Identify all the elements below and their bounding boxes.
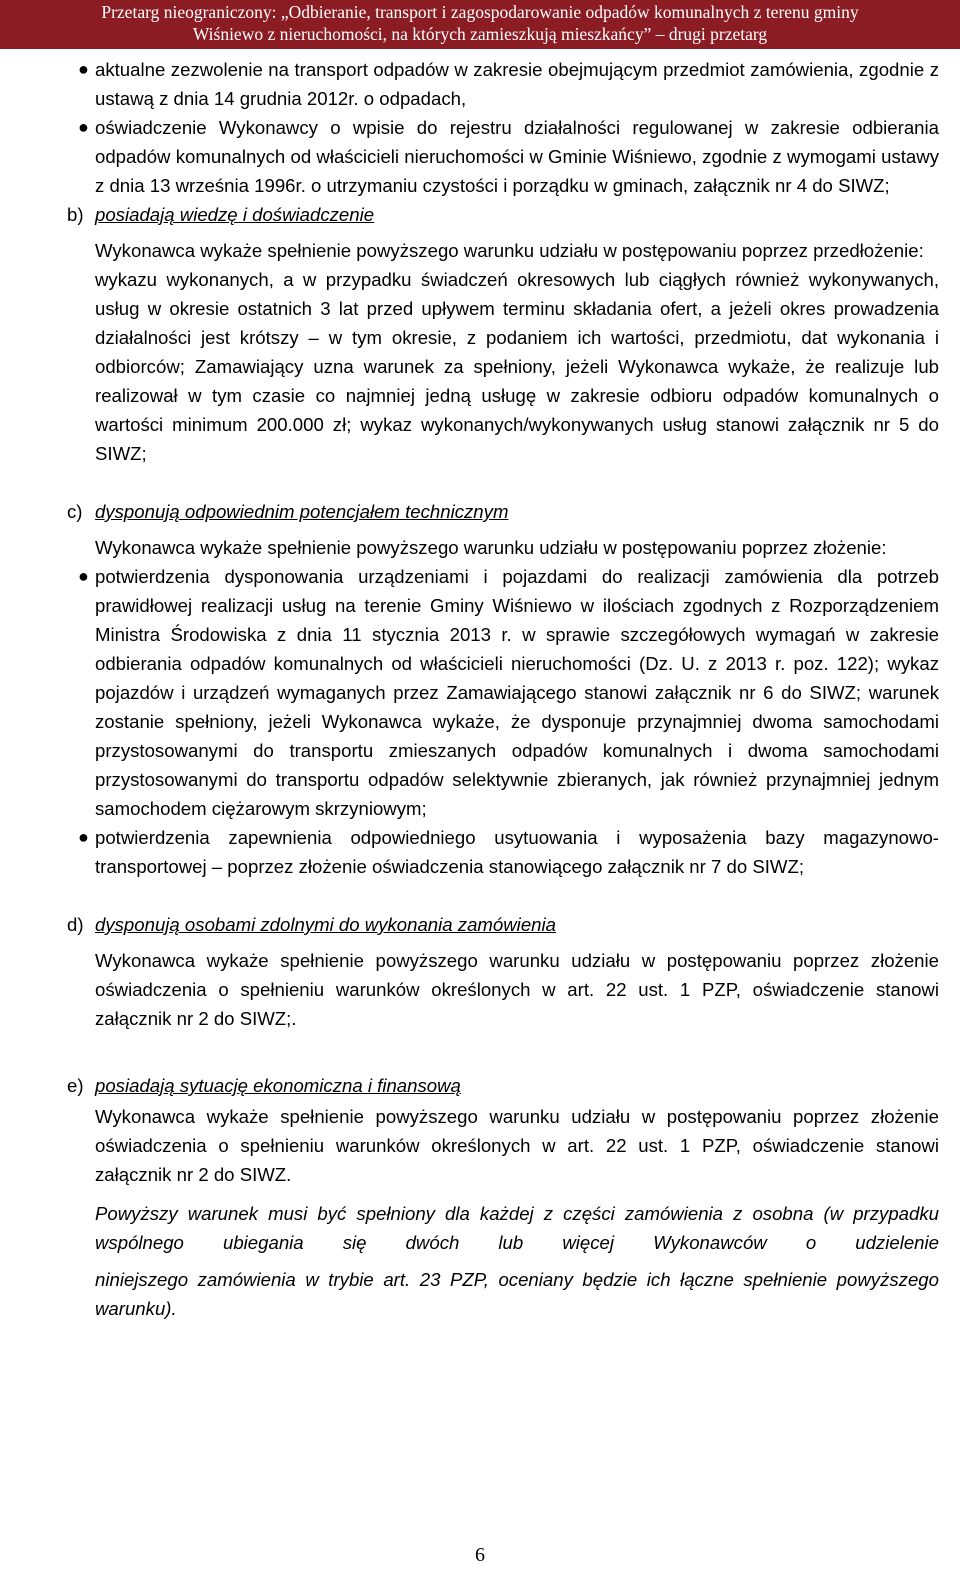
section-intro: Wykonawca wykaże spełnienie powyższego warunku udziału w postępowaniu poprzez przedłożenie: [95, 240, 924, 261]
list-item: ● aktualne zezwolenie na transport odpadów w zakresie obejmującym przedmiot zamówienia, zgodnie z ustawą z dnia 14 grudnia 2012r. o odpadach, [67, 55, 939, 113]
list-item: ● oświadczenie Wykonawcy o wpisie do rejestru działalności regulowanej w zakresie odbierania odpadów komunalnych od właścicieli nieruchomości w Gminie Wiśniewo, zgodnie z wymogami ustawy z dnia 13 września 1996r. o utrzymaniu czystości i porządku w gminach, załącznik nr 4 do SIWZ; [67, 113, 939, 200]
section-note: Powyższy warunek musi być spełniony dla każdej z części zamówienia z osobna (w przypadku wspólnego ubiegania się dwóch lub więcej Wykonawców o udzielenie [95, 1203, 939, 1253]
section-body: Wykonawca wykaże spełnienie powyższego warunku udziału w postępowaniu poprzez złożenie oświadczenia o spełnieniu warunków określonych w art. 22 ust. 1 PZP, oświadczenie stanowi załącznik nr 2 do SIWZ;. [95, 950, 939, 1029]
list-item: ● potwierdzenia dysponowania urządzeniami i pojazdami do realizacji zamówienia dla potrzeb prawidłowej realizacji usług na terenie Gminy Wiśniewo w ilościach zgodnych z Rozporządzeniem Ministra Środowiska z dnia 11 stycznia 2013 r. w sprawie szczegółowych wymagań w zakresie odbierania odpadów komunalnych od właścicieli nieruchomości (Dz. U. z 2013 r. poz. 122); wykaz pojazdów i urządzeń wymaganych przez Zamawiającego stanowi załącznik nr 6 do SIWZ; warunek zostanie spełniony, jeżeli Wykonawca wykaże, że dysponuje przynajmniej dwoma samochodami przystosowanymi do transportu zmieszanych odpadów komunalnych i dwoma samochodami przystosowanymi do transportu odpadów selektywnie zbieranych, jak również przynajmniej jednym samochodem ciężarowym skrzyniowym; [67, 562, 939, 823]
section-title: dysponują odpowiednim potencjałem technicznym [95, 501, 509, 522]
section-label: d) [67, 914, 84, 935]
section-label: b) [67, 204, 84, 225]
section-b [67, 200, 939, 468]
section-title: posiadają wiedzę i doświadczenie [95, 204, 375, 225]
header-line-2: Wiśniewo z nieruchomości, na których zamieszkują mieszkańcy” – drugi przetarg [192, 24, 768, 44]
section-c [67, 497, 939, 562]
header-line-1: Przetarg nieograniczony: „Odbieranie, transport i zagospodarowanie odpadów komunalnych z terenu gminy [101, 2, 859, 22]
section-intro: Wykonawca wykaże spełnienie powyższego warunku udziału w postępowaniu poprzez złożenie: [95, 537, 887, 558]
document-body [67, 55, 939, 1323]
list-item: ● potwierdzenia zapewnienia odpowiedniego usytuowania i wyposażenia bazy magazynowo-transportowej – poprzez złożenie oświadczenia stanowiącego załącznik nr 7 do SIWZ; [67, 823, 939, 881]
section-e [67, 1071, 939, 1323]
page-header [0, 0, 960, 49]
bullet-icon: ● [78, 59, 89, 79]
section-d [67, 910, 939, 1033]
section-note: niniejszego zamówienia w trybie art. 23 PZP, oceniany będzie ich łączne spełnienie powyższego warunku). [95, 1269, 939, 1319]
section-body: wykazu wykonanych, a w przypadku świadczeń okresowych lub ciągłych również wykonywanych, usług w okresie ostatnich 3 lat przed upływem terminu składania ofert, a jeżeli okres prowadzenia działalności jest krótszy – w tym okresie, z podaniem ich wartości, przedmiotu, dat wykonania i odbiorców; Zamawiający uzna warunek za spełniony, jeżeli Wykonawca wykaże, że realizuje lub realizował w tym czasie co najmniej jedną usługę w zakresie odbioru odpadów komunalnych o wartości minimum 200.000 zł; wykaz wykonanych/wykonywanych usług stanowi załącznik nr 5 do SIWZ; [95, 269, 939, 464]
section-body: Wykonawca wykaże spełnienie powyższego warunku udziału w postępowaniu poprzez złożenie oświadczenia o spełnieniu warunków określonych w art. 22 ust. 1 PZP, oświadczenie stanowi załącznik nr 2 do SIWZ. [95, 1106, 939, 1185]
bullet-icon: ● [78, 117, 89, 137]
section-label: c) [67, 501, 83, 522]
section-title: posiadają sytuację ekonomiczna i finansową [95, 1075, 461, 1096]
section-title: dysponują osobami zdolnymi do wykonania zamówienia [95, 914, 556, 935]
bullet-icon: ● [78, 827, 89, 847]
bullet-icon: ● [78, 566, 89, 586]
section-label: e) [67, 1075, 84, 1096]
page-number: 6 [475, 1544, 485, 1566]
